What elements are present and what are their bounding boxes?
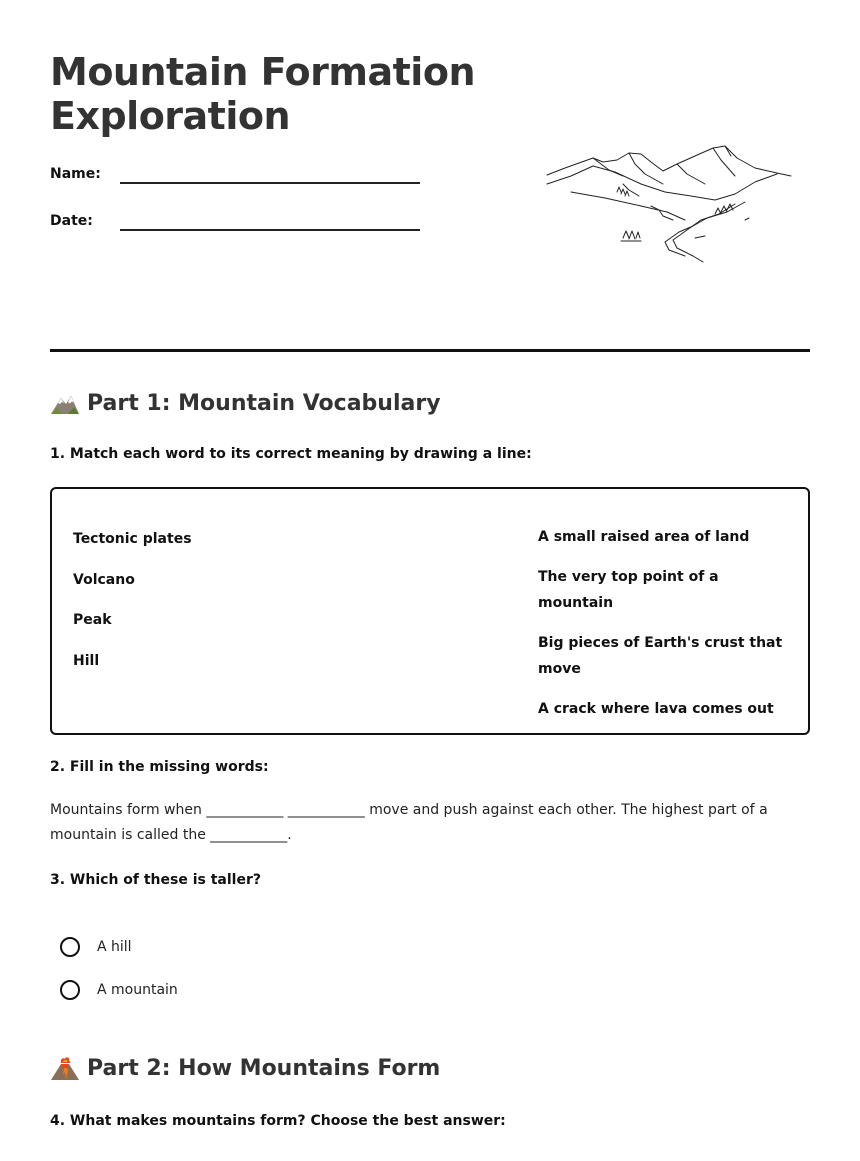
mountain-range-sketch-icon: [545, 140, 795, 270]
question-3: 3. Which of these is taller?: [50, 872, 261, 888]
question-2: 2. Fill in the missing words:: [50, 759, 269, 775]
match-word[interactable]: Volcano: [73, 571, 135, 588]
date-label: Date:: [50, 213, 93, 229]
question-4: 4. What makes mountains form? Choose the best answer:: [50, 1113, 506, 1129]
matching-box: [50, 487, 810, 735]
match-meaning[interactable]: Big pieces of Earth's crust that move: [538, 635, 783, 677]
radio-button[interactable]: [60, 937, 80, 957]
match-meaning[interactable]: A crack where lava comes out: [538, 701, 774, 717]
option-hill[interactable]: [60, 935, 132, 959]
question-1: 1. Match each word to its correct meaning by drawing a line:: [50, 446, 532, 462]
name-line[interactable]: [120, 182, 420, 184]
part1-heading-text: Part 1: Mountain Vocabulary: [87, 390, 441, 416]
match-meaning[interactable]: A small raised area of land: [538, 529, 750, 545]
title-line-2: Exploration: [50, 94, 291, 138]
name-field: [50, 166, 422, 190]
name-label: Name:: [50, 166, 101, 182]
date-line[interactable]: [120, 229, 420, 231]
worksheet-page: [50, 0, 810, 1161]
radio-button[interactable]: [60, 980, 80, 1000]
match-meaning[interactable]: The very top point of a mountain: [538, 569, 719, 611]
section-divider: [50, 349, 810, 352]
part2-heading: [50, 1055, 440, 1081]
snow-capped-mountain-icon: [50, 390, 80, 416]
part2-heading-text: Part 2: How Mountains Form: [87, 1055, 441, 1081]
date-field: [50, 213, 422, 237]
worksheet-title: [50, 50, 530, 138]
title-line-1: Mountain Formation: [50, 50, 475, 94]
volcano-icon: [50, 1055, 80, 1081]
match-word[interactable]: Hill: [73, 652, 100, 669]
option-label: A hill: [97, 939, 132, 955]
option-mountain[interactable]: [60, 978, 178, 1002]
match-word[interactable]: Tectonic plates: [73, 531, 192, 547]
fill-in-text[interactable]: Mountains form when ___________ ___________ move and push against each other. The highest part of a mountain is called the ___________.: [50, 802, 768, 843]
match-word[interactable]: Peak: [73, 612, 112, 628]
match-words: [73, 529, 192, 691]
part1-heading: [50, 390, 441, 416]
option-label: A mountain: [97, 982, 178, 998]
match-meanings: [538, 524, 798, 736]
